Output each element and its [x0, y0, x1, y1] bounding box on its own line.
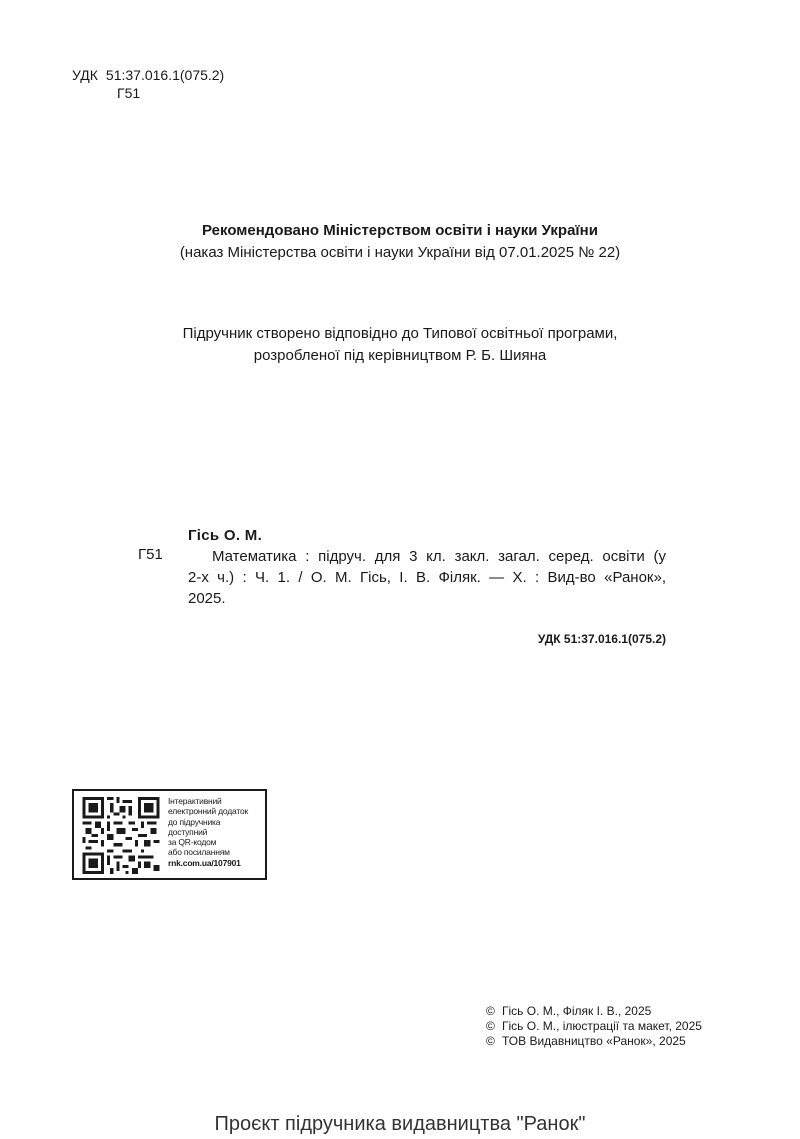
recommendation-order: (наказ Міністерства освіти і науки України від 07.01.2025 № 22) — [179, 244, 621, 261]
program-note — [0, 323, 800, 367]
udk-label: УДК — [72, 67, 98, 83]
bib-author: Гісь О. М. — [188, 527, 263, 544]
bib-udk: УДК 51:37.016.1(075.2) — [537, 632, 666, 646]
qr-caption-line: до підручника — [168, 816, 221, 827]
copyright-symbol: © — [486, 1019, 495, 1033]
recommendation-title: Рекомендовано Міністерством освіти і науки України — [202, 222, 598, 239]
udk-block-top — [72, 66, 224, 102]
copyright-block — [486, 1004, 702, 1049]
bib-sign: Г51 — [138, 546, 163, 563]
copyright-symbol: © — [486, 1004, 495, 1018]
copyright-line: © Гісь О. М., Філяк І. В., 2025 — [486, 1004, 652, 1018]
qr-url-link[interactable]: rnk.com.ua/107901 — [168, 857, 241, 868]
bib-description-block — [188, 546, 666, 609]
copyright-symbol: © — [486, 1034, 495, 1048]
qr-caption-line: Інтерактивний — [168, 796, 222, 806]
qr-info-box — [72, 789, 267, 880]
qr-caption-line: електронний додаток — [168, 806, 248, 817]
copyright-line: © ТОВ Видавництво «Ранок», 2025 — [486, 1034, 686, 1048]
qr-caption — [168, 796, 248, 868]
footer-caption: Проєкт підручника видавництва "Ранок" — [214, 1113, 586, 1135]
qr-code-icon[interactable] — [82, 797, 160, 874]
udk-code: 51:37.016.1(075.2) — [105, 67, 225, 83]
program-line-2: розробленої під керівництвом Р. Б. Шияна — [253, 347, 547, 364]
qr-caption-line: доступний — [168, 826, 208, 837]
qr-caption-line: або посиланням — [168, 847, 230, 858]
program-line-1: Підручник створено відповідно до Типової освітньої програми, — [182, 325, 618, 342]
bib-description: Математика : підруч. для 3 кл. закл. загал. серед. освіти (у 2-х ч.) : Ч. 1. / О. М. Гісь, І. В. Філяк. — Х. : Вид-во «Ранок», 2025. — [188, 548, 666, 607]
qr-caption-line: за QR-кодом — [168, 837, 217, 848]
copyright-line: © Гісь О. М., ілюстрації та макет, 2025 — [486, 1019, 702, 1033]
author-sign: Г51 — [117, 85, 141, 101]
recommendation-block — [0, 220, 800, 264]
